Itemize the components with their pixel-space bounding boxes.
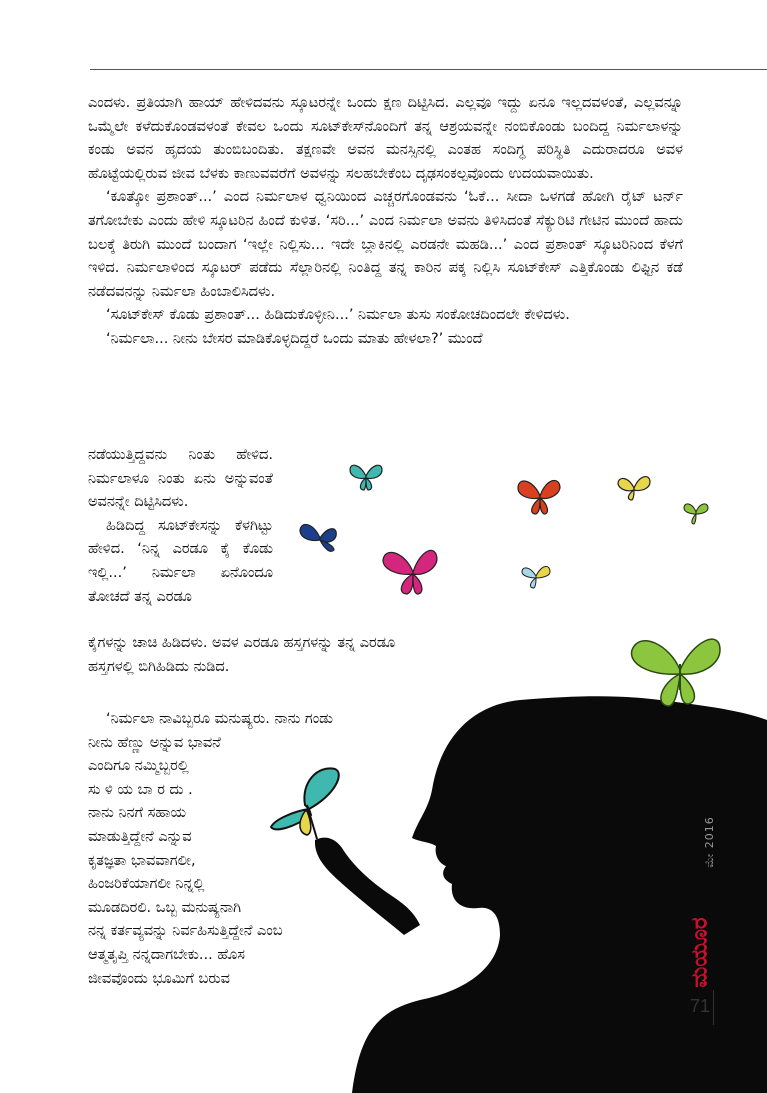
page-number: 71 [690, 996, 711, 1016]
tail-line: ಮಾಡುತ್ತಿದ್ದೇನೆ ಎನ್ನುವ [88, 828, 192, 845]
paragraph: ‘ಸೂಟ್‍ಕೇಸ್ ಕೊಡು ಪ್ರಶಾಂತ್... ಹಿಡಿದುಕೊಳ್ಳೀನಿ...’ ನಿರ್ಮಲಾ ತುಸು ಸಂಕೋಚದಿಂದಲೇ ಕೇಳಿದಳು. [106, 307, 570, 324]
butterfly-teal-top [350, 465, 382, 490]
paragraph: ‘ಕೂತ್ಕೋ ಪ್ರಶಾಂತ್...’ ಎಂದ ನಿರ್ಮಲಾಳ ಧ್ವನಿಯಿಂದ ಎಚ್ಚರಗೊಂಡವನು ‘ಓಕೆ... ಸೀದಾ ಒಳಗಡೆ ಹೋಗಿ ರೈಟ್ ಟರ್ನ್ ತಗೋಬೇಕು ಎಂದು ಹೇಳಿ ಸ್ಕೂಟರಿನ ಹಿಂದೆ ಕುಳಿತ. ‘ಸರಿ...’ ಎಂದ ನಿರ್ಮಲಾ ಅವನು ತಿಳಿಸಿದಂತೆ ಸೆಕ್ಯುರಿಟಿ ಗೇಟಿನ ಮುಂದೆ ಹಾದು ಬಲಕ್ಕೆ ತಿರುಗಿ ಮುಂದೆ ಬಂದಾಗ ‘ಇಲ್ಲೇ ನಿಲ್ಲಿಸು... ಇದೇ ಬ್ಲಾಕಿನಲ್ಲಿ ಎರಡನೇ ಮಹಡಿ...’ ಎಂದ ಪ್ರಶಾಂತ್ ಸ್ಕೂಟರಿನಿಂದ ಕೆಳಗೆ ಇಳಿದ. ನಿರ್ಮಲಾಳಿಂದ ಸ್ಕೂಟರ್ ಪಡೆದು ಸೆಲ್ಲಾರಿನಲ್ಲಿ ನಿಂತಿದ್ದ ತನ್ನ ಕಾರಿನ ಪಕ್ಕ ನಿಲ್ಲಿಸಿ ಸೂಟ್‍ಕೇಸ್ ಎತ್ತಿಕೊಂಡು ಲಿಫ್ಟಿನ ಕಡೆ ನಡೆದವನನ್ನು ನಿರ್ಮಲಾ ಹಿಂಬಾಲಿಸಿದಳು. [88, 189, 683, 300]
butterfly-magenta [383, 550, 437, 594]
paragraph: ಕೈಗಳನ್ನು ಚಾಚಿ ಹಿಡಿದಳು. ಅವಳ ಎರಡೂ ಹಸ್ತಗಳನ್ನು ತನ್ನ ಎರಡೂ ಹಸ್ತಗಳಲ್ಲಿ ಬಿಗಿಹಿಡಿದು ನುಡಿದ. [88, 635, 396, 675]
butterfly-small-green [684, 504, 708, 524]
issue-label: ಮೇ 2016 [703, 816, 716, 868]
paragraph: ಎಂದಳು. ಪ್ರತಿಯಾಗಿ ಹಾಯ್ ಹೇಳಿದವನು ಸ್ಕೂಟರನ್ನೇ ಒಂದು ಕ್ಷಣ ದಿಟ್ಟಿಸಿದ. ಎಲ್ಲವೂ ಇದ್ದು ಏನೂ ಇಲ್ಲದವಳಂತೆ, ಎಲ್ಲವನ್ನೂ ಒಮ್ಮೆಲೇ ಕಳೆದುಕೊಂಡವಳಂತೆ ಕೇವಲ ಒಂದು ಸೂಟ್‍ಕೇಸ್‍ನೊಂದಿಗೆ ತನ್ನ ಆಶ್ರಯವನ್ನೇ ನಂಬಿಕೊಂಡು ಬಂದಿದ್ದ ನಿರ್ಮಲಾಳನ್ನು ಕಂಡು ಅವನ ಹೃದಯ ತುಂಬಿಬಂದಿತು. ತಕ್ಷಣವೇ ಅವನ ಮನಸ್ಸಿನಲ್ಲಿ ಎಂತಹ ಸಂದಿಗ್ಧ ಪರಿಸ್ಥಿತಿ ಎದುರಾದರೂ ಅವಳ ಹೊಟ್ಟೆಯಲ್ಲಿರುವ ಜೀವ ಬೆಳಕು ಕಾಣುವವರೆಗೆ ಅವಳನ್ನು ಸಲಹಬೇಕೆಂಬ ದೃಢಸಂಕಲ್ಪವೊಂದು ಉದಯವಾಯಿತು. [88, 95, 683, 182]
tail-line: ಕೃತಜ್ಞತಾ ಭಾವವಾಗಲೀ, [88, 852, 196, 869]
body-text-mid [88, 632, 418, 679]
page-number-rule [713, 990, 714, 1025]
paragraph: ಹಿಡಿದಿದ್ದ ಸೂಟ್‍ಕೇಸನ್ನು ಕೆಳಗಿಟ್ಟು ಹೇಳಿದ. ‘ನಿನ್ನ ಎರಡೂ ಕೈ ಕೊಡು ಇಲ್ಲಿ...’ ನಿರ್ಮಲಾ ಏನೊಂದೂ ತೋಚದೆ ತನ್ನ ಎರಡೂ [88, 517, 273, 605]
butterfly-green-large [632, 639, 720, 706]
tail-line: ಸು ಳಿ ಯ ಬಾ ರ ದು . [88, 781, 193, 798]
butterfly-blue [300, 524, 336, 551]
butterfly-red [518, 480, 560, 514]
tail-line: ನಾನು ನಿನಗೆ ಸಹಾಯ [88, 805, 187, 822]
tail-line: ಆತ್ಮತೃಪ್ತಿ ನನ್ನದಾಗಬೇಕು... ಹೊಸ [88, 946, 245, 963]
tail-line: ನನ್ನ ಕರ್ತವ್ಯವನ್ನು ನಿರ್ವಹಿಸುತ್ತಿದ್ದೇನೆ ಎಂಬ [88, 923, 283, 940]
body-text-tail [88, 708, 423, 991]
tail-lines [88, 708, 423, 991]
butterfly-yellow [618, 477, 650, 500]
paragraph: ‘ನಿರ್ಮಲಾ... ನೀನು ಬೇಸರ ಮಾಡಿಕೊಳ್ಳದಿದ್ದರೆ ಒಂದು ಮಾತು ಹೇಳಲಾ?’ ಮುಂದೆ [106, 330, 483, 347]
body-text-narrow [88, 444, 273, 609]
tail-line: ಮೂಡದಿರಲಿ. ಒಬ್ಬ ಮನುಷ್ಯನಾಗಿ [88, 899, 242, 916]
tail-line: ನೀನು ಹೆಣ್ಣು ಅನ್ನುವ ಭಾವನೆ [88, 734, 221, 751]
tail-line: ಹಿಂಜರಿಕೆಯಾಗಲೀ ನಿನ್ನಲ್ಲಿ [88, 876, 205, 893]
tail-line: ಜೀವವೊಂದು ಭೂಮಿಗೆ ಬರುವ [88, 970, 230, 987]
tail-line: ‘ನಿರ್ಮಲಾ ನಾವಿಬ್ಬರೂ ಮನುಷ್ಯರು. ನಾನು ಗಂಡು [106, 711, 334, 727]
magazine-logo: ಮಯೂರ [687, 917, 713, 988]
butterfly-light-blue [522, 566, 550, 588]
paragraph: ನಡೆಯುತ್ತಿದ್ದವನು ನಿಂತು ಹೇಳಿದ. ನಿರ್ಮಲಾಳೂ ನಿಂತು ಏನು ಅನ್ನುವಂತೆ ಅವನನ್ನೇ ದಿಟ್ಟಿಸಿದಳು. [88, 447, 273, 511]
tail-line: ಎಂದಿಗೂ ನಮ್ಮಿಬ್ಬರಲ್ಲಿ [88, 758, 189, 775]
